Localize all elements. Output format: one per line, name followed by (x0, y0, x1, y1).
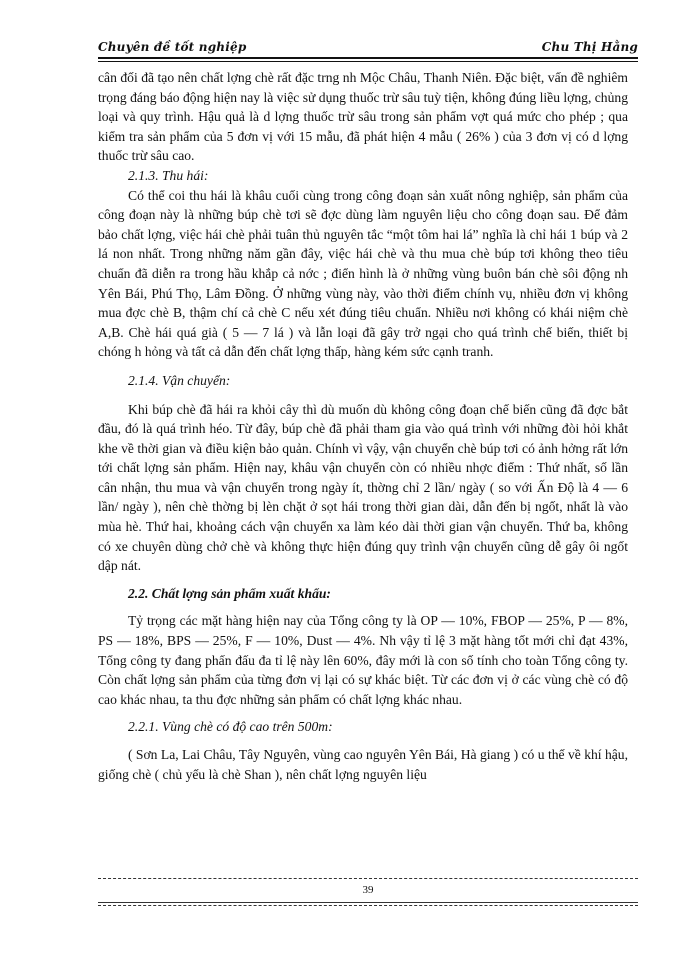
header-rule (98, 57, 638, 59)
header-title: Chuyên đề tốt nghiệp (98, 40, 247, 54)
footer-rule-bottom (98, 902, 638, 903)
heading-2-2-1: 2.2.1. Vùng chè có độ cao trên 500m: (128, 719, 333, 735)
heading-2-2: 2.2. Chất lợng sản phẩm xuất khẩu: (128, 585, 331, 601)
page-body (98, 68, 628, 784)
page-header (98, 40, 638, 62)
page-number: 39 (362, 884, 374, 896)
paragraph-vung-che: ( Sơn La, Lai Châu, Tây Nguyên, vùng cao nguyên Yên Bái, Hà giang ) có u thế về khí hậu, giống chè ( chủ yếu là chè Shan ), nên chất lợng nguyên liệu (98, 747, 628, 782)
page-footer (98, 878, 638, 938)
header-author: Chu Thị Hằng (541, 40, 638, 54)
paragraph-van-chuyen: Khi búp chè đã hái ra khỏi cây thì dù muốn dù không công đoạn chế biến cũng đã đợc bắt đầu, đó là quá trình héo. Từ đây, búp chè đã phải tham gia vào quá trình với những đòi hỏi khắt khe về thời gian và điều kiện bảo quản. Chính vì vậy, vận chuyển chè búp tơi có ảnh hởng rất lớn tới chất lợng sản phẩm. Hiện nay, khâu vận chuyển còn có nhiều nhợc điểm : Thứ nhất, số lần cân nhận, thu mua và vận chuyển trong ngày ít, thờng chỉ 2 lần/ ngày ( so với Ấn Độ là 4 — 6 lần/ ngày ), nên chè thờng bị lèn chặt ở sọt hái trong thời gian dài, dẫn đến bị ngốt, nhất là vào mùa hè. Thứ hai, khoảng cách vận chuyển xa làm kéo dài thời gian vận chuyển. Thứ ba, không có xe chuyên dùng chở chè và không thực hiện đúng quy trình vận chuyển cũng dễ gây ôi ngốt dập nát. (98, 401, 628, 574)
paragraph-thu-hai: Có thể coi thu hái là khâu cuối cùng trong công đoạn sản xuất nông nghiệp, sản phẩm của công đoạn này là những búp chè tơi sẽ đợc dùng làm nguyên liệu cho công đoạn sau. Để đảm bảo chất lợng, việc hái chè phải tuân thủ nguyên tắc “một tôm hai lá” nghĩa là chỉ hái 1 búp và 2 lá non nhất. Trong những năm gần đây, việc hái chè và thu mua chè búp tơi không theo tiêu chuẩn đã diễn ra trong hầu khắp cả nớc ; điển hình là ở những vùng buôn bán chè sôi động nh Yên Bái, Phú Thọ, Lâm Đồng. Ở những vùng này, vào thời điểm chính vụ, nhiều đơn vị không mua đợc chè B, thậm chí cả chè C nếu xét đúng tiêu chuẩn. Nhiều nơi không có khái niệm chè A,B. Chè hái quá già ( 5 — 7 lá ) và lẫn loại đã gây trở ngại cho quá trình chế biến, thiết bị chóng h hỏng và tất cả dẫn đến chất lợng thấp, hàng kém sức cạnh tranh. (98, 187, 628, 360)
header-rule-thin (98, 61, 638, 62)
paragraph-intro: cân đối đã tạo nên chất lợng chè rất đặc trng nh Mộc Châu, Thanh Niên. Đặc biệt, vấn đề nghiêm trọng đáng báo động hiện nay là việc sử dụng thuốc trừ sâu tuỳ tiện, không đúng liều lợng, chủng loại và quy trình. Hậu quả là d lợng thuốc trừ sâu trong sản phẩm vợt quá mức cho phép ; qua kiểm tra sản phẩm của 5 đơn vị với 15 mẫu, đã phát hiện 4 mẫu ( 26% ) của 3 đơn vị có d lợng thuốc trừ sâu cao. (98, 70, 628, 164)
heading-2-1-4: 2.1.4. Vận chuyển: (128, 372, 231, 388)
footer-rule (98, 878, 638, 879)
heading-2-1-3: 2.1.3. Thu hái: (128, 167, 209, 183)
footer-rule-dashed (98, 905, 638, 906)
paragraph-chat-luong: Tỷ trọng các mặt hàng hiện nay của Tổng công ty là OP — 10%, FBOP — 25%, P — 8%, PS — 18%, BPS — 25%, F — 10%, Dust — 4%. Nh vậy tỉ lệ 3 mặt hàng tốt mới chỉ đạt 43%, Tổng công ty đang phấn đấu đa tỉ lệ này lên 60%, đây mới là con số tính cho toàn Tổng công ty. Còn chất lợng sản phẩm của từng đơn vị lại có sự khác biệt. Từ các đơn vị ở các vùng chè có độ cao khác nhau, ta thu đợc những sản phẩm có chất lợng khác nhau. (98, 613, 628, 707)
